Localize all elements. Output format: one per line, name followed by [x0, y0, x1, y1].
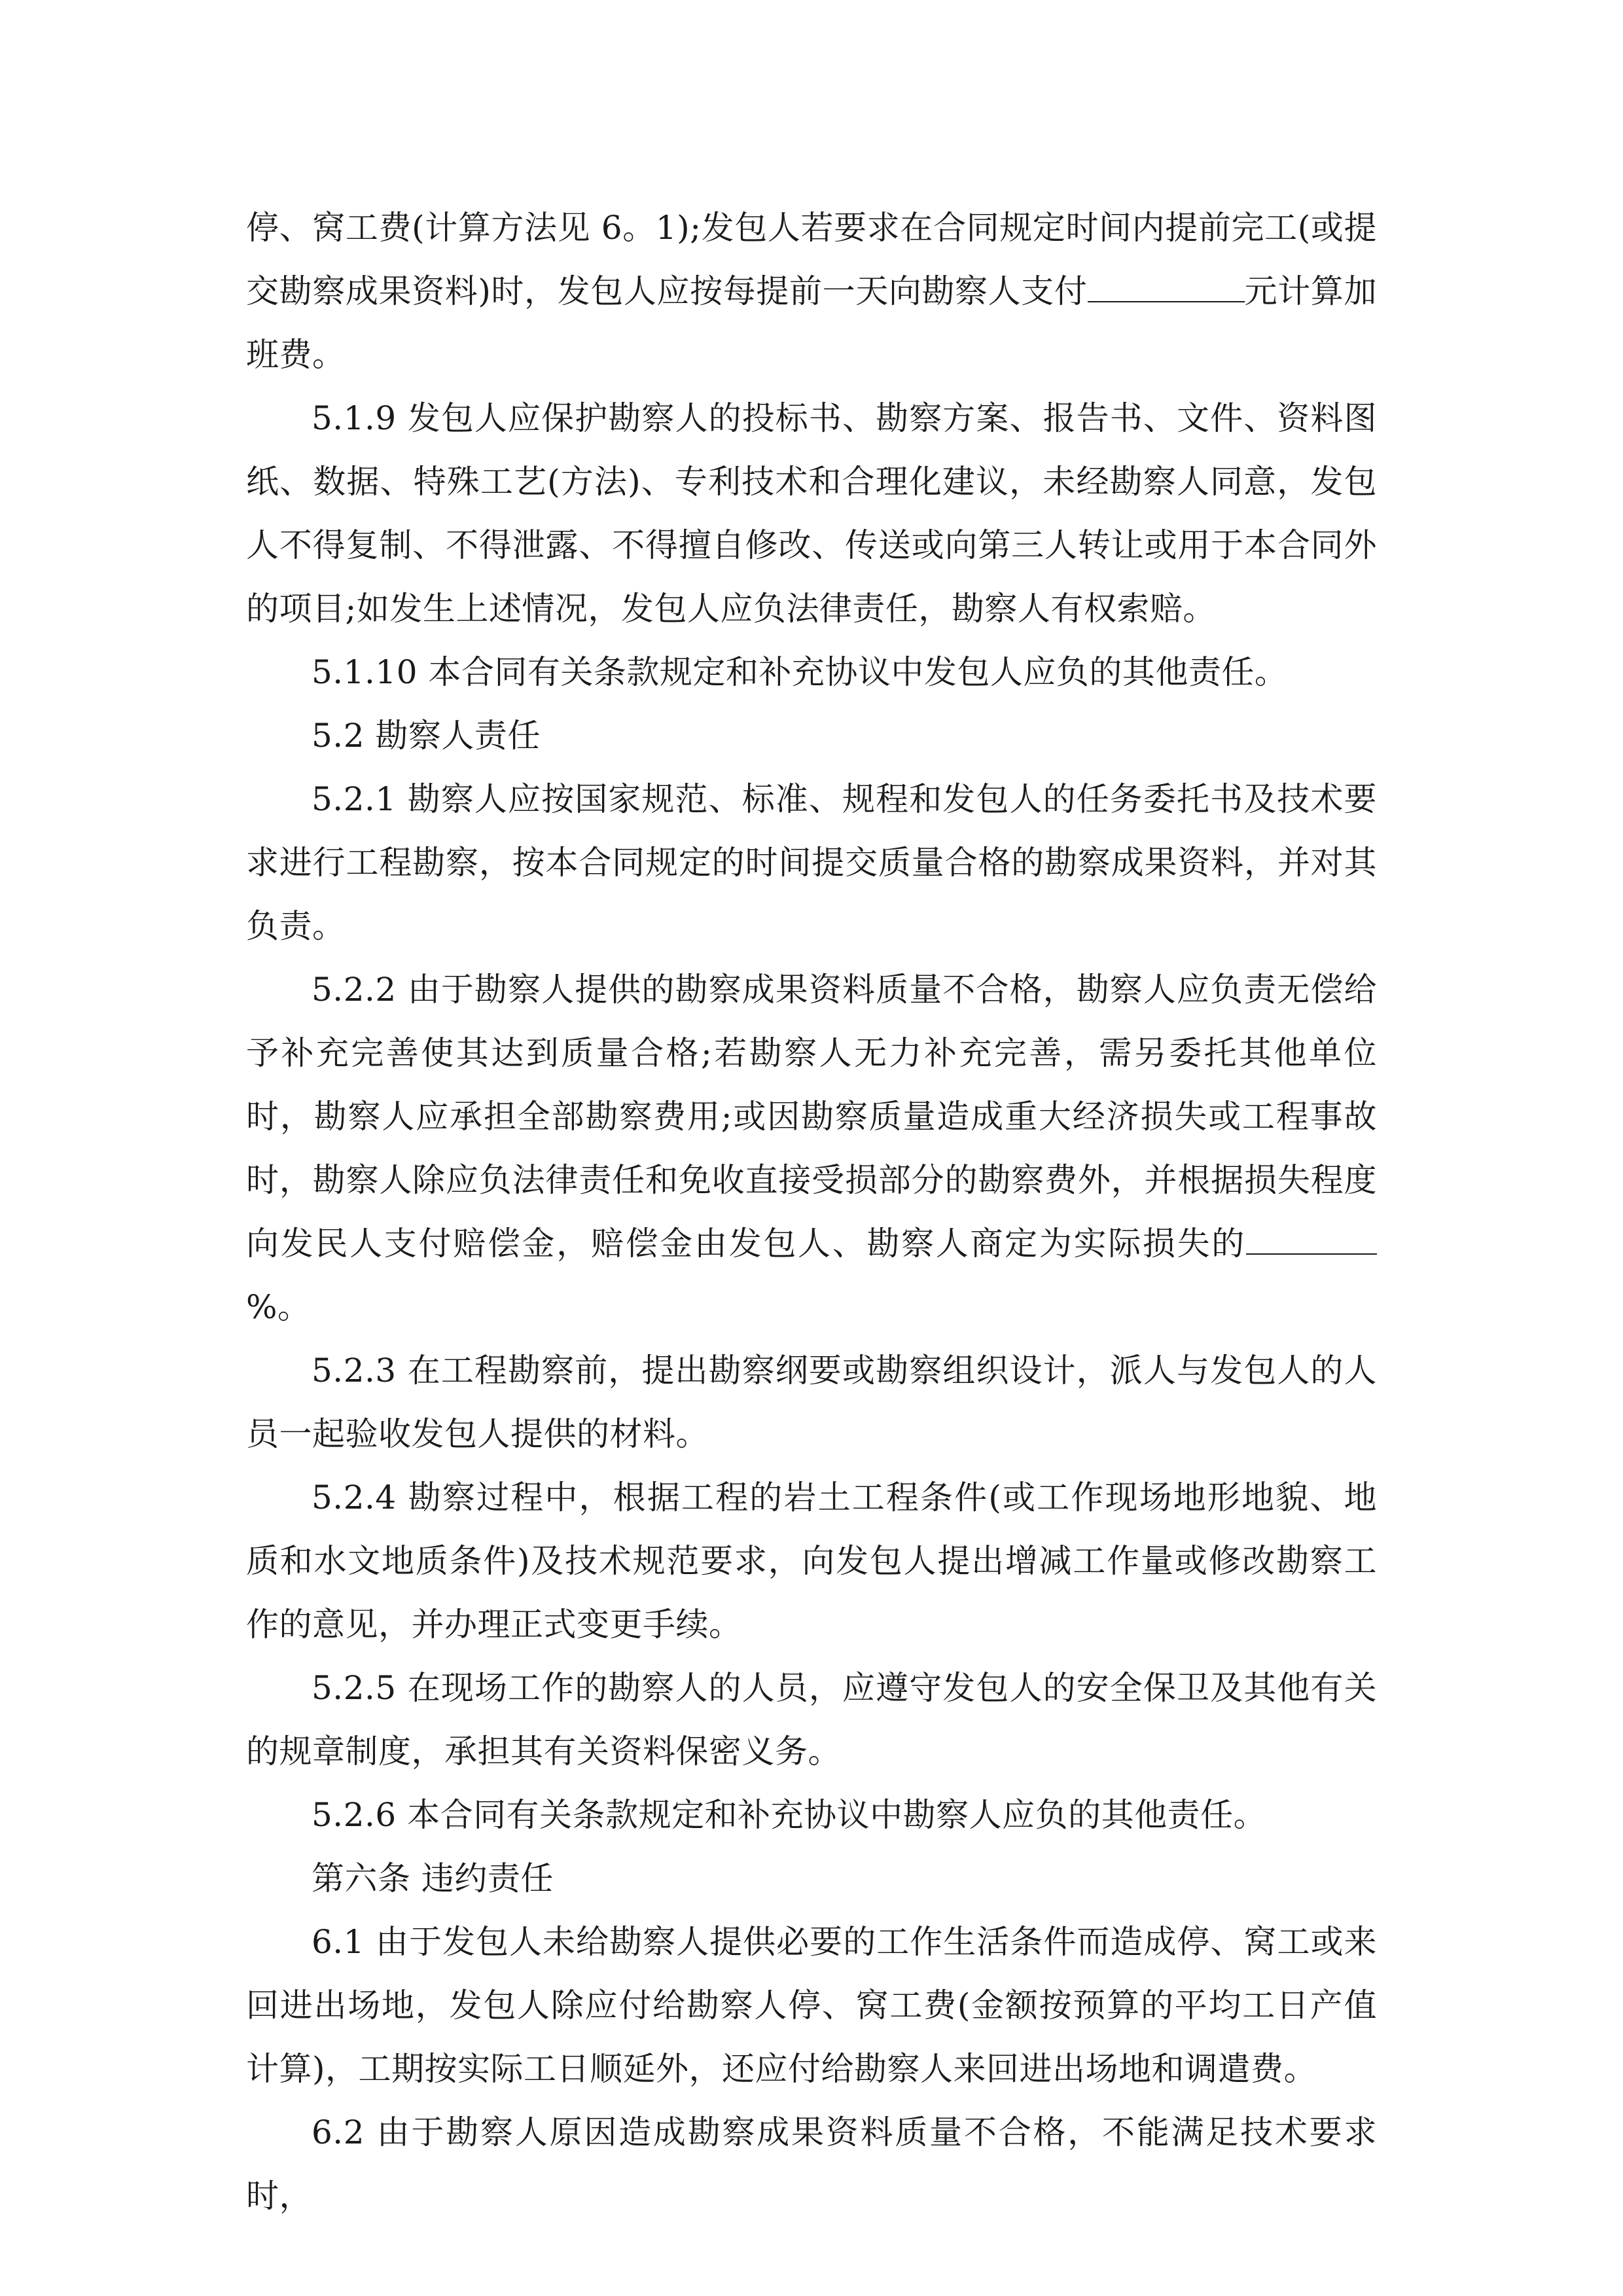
paragraph-text-tail: 元计算加班费。 [246, 272, 1377, 374]
clause-5-1-10: 5.1.10 本合同有关条款规定和补充协议中发包人应负的其他责任。 [312, 653, 1288, 691]
clause-5-2-6: 5.2.6 本合同有关条款规定和补充协议中勘察人应负的其他责任。 [312, 1796, 1267, 1834]
clause-5-1-9: 5.1.9 发包人应保护勘察人的投标书、勘察方案、报告书、文件、资料图纸、数据、特殊工艺(方法)、专利技术和合理化建议，未经勘察人同意，发包人不得复制、不得泄露、不得擅自修改、传送或向第三人转让或用于本合同外的项目;如发生上述情况，发包人应负法律责任，勘察人有权索赔。 [246, 399, 1377, 628]
clause-5-2-3: 5.2.3 在工程勘察前，提出勘察纲要或勘察组织设计，派人与发包人的人员一起验收发包人提供的材料。 [246, 1352, 1377, 1453]
fill-in-blank-amount [1088, 272, 1245, 302]
clause-5-2-5: 5.2.5 在现场工作的勘察人的人员，应遵守发包人的安全保卫及其他有关的规章制度，承担其有关资料保密义务。 [246, 1669, 1377, 1770]
article-heading-6: 第六条 违约责任 [312, 1859, 554, 1897]
clause-5-2-4: 5.2.4 勘察过程中，根据工程的岩土工程条件(或工作现场地形地貌、地质和水文地质条件)及技术规范要求，向发包人提出增减工作量或修改勘察工作的意见，并办理正式变更手续。 [246, 1479, 1377, 1643]
document-body [246, 196, 1377, 2228]
section-heading-5-2: 5.2 勘察人责任 [312, 717, 541, 755]
clause-5-2-2 [246, 958, 1377, 1339]
clause-5-2-1: 5.2.1 勘察人应按国家规范、标准、规程和发包人的任务委托书及技术要求进行工程勘察，按本合同规定的时间提交质量合格的勘察成果资料，并对其负责。 [246, 780, 1377, 945]
fill-in-blank-percentage [1246, 1224, 1377, 1255]
paragraph-text-tail: %。 [246, 1288, 311, 1326]
paragraph-continuation [246, 196, 1377, 387]
clause-6-2: 6.2 由于勘察人原因造成勘察成果资料质量不合格，不能满足技术要求时， [246, 2113, 1377, 2215]
paragraph-text: 停、窝工费(计算方法见 6。1);发包人若要求在合同规定时间内提前完工(或提交勘察成果资料)时，发包人应按每提前一天向勘察人支付 [246, 209, 1377, 310]
paragraph-text: 5.2.2 由于勘察人提供的勘察成果资料质量不合格，勘察人应负责无偿给予补充完善使其达到质量合格;若勘察人无力补充完善，需另委托其他单位时，勘察人应承担全部勘察费用;或因勘察质量造成重大经济损失或工程事故时，勘察人除应负法律责任和免收直接受损部分的勘察费外，并根据损失程度向发民人支付赔偿金，赔偿金由发包人、勘察人商定为实际损失的 [246, 971, 1377, 1263]
clause-6-1: 6.1 由于发包人未给勘察人提供必要的工作生活条件而造成停、窝工或来回进出场地，发包人除应付给勘察人停、窝工费(金额按预算的平均工日产值计算)，工期按实际工日顺延外，还应付给勘察人来回进出场地和调遣费。 [246, 1923, 1377, 2088]
